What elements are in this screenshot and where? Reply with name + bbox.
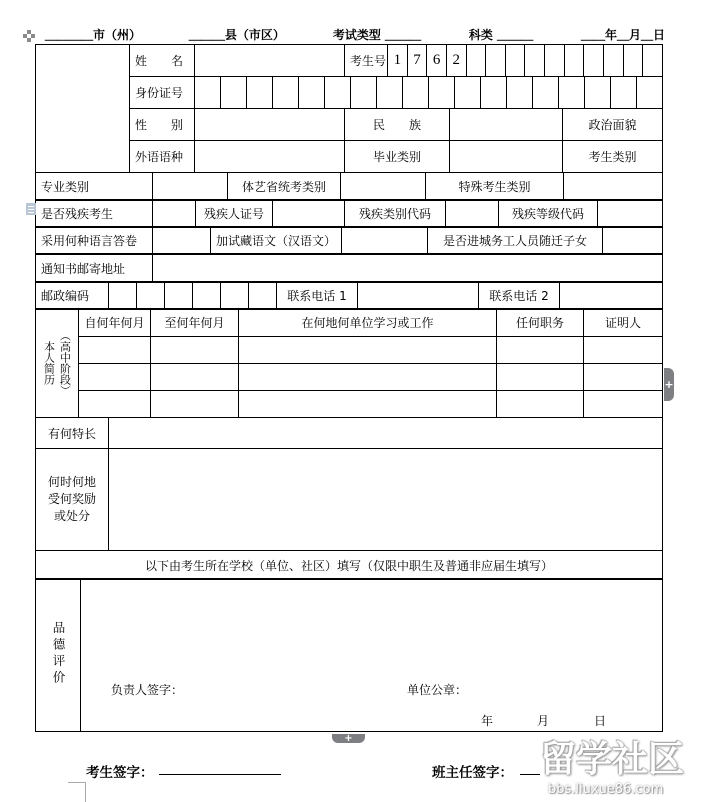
resume-header-place: 在何地何单位学习或工作 <box>239 309 497 337</box>
postcode-box[interactable] <box>165 282 193 310</box>
migrant-child-field[interactable] <box>603 227 663 255</box>
exam-no-box[interactable]: 6 <box>426 45 446 76</box>
student-sign-label: 考生签字： <box>86 765 154 781</box>
header-city: ＿＿＿＿市（州） <box>45 28 142 42</box>
ethnicity-field[interactable] <box>450 109 563 141</box>
id-number-box[interactable] <box>454 77 480 108</box>
ethnicity-label: 民 族 <box>345 109 450 141</box>
answer-language-field[interactable] <box>153 227 211 255</box>
name-field[interactable] <box>195 45 345 77</box>
exam-no-box[interactable] <box>583 45 603 76</box>
id-label: 身份证号 <box>130 77 195 109</box>
postcode-box[interactable] <box>109 282 137 310</box>
answer-language-label: 采用何种语言答卷 <box>36 227 153 255</box>
arts-exam-type-label: 体艺省统考类别 <box>228 173 341 201</box>
phone1-label: 联系电话 1 <box>277 282 358 310</box>
page-corner-mark <box>68 782 86 783</box>
resume-cell[interactable] <box>151 364 239 391</box>
language-row <box>35 226 663 255</box>
gender-field[interactable] <box>195 109 345 141</box>
page-corner-mark <box>85 782 86 802</box>
disability-row <box>35 199 663 228</box>
migrant-child-label: 是否进城务工人员随迁子女 <box>428 227 603 255</box>
resume-header-from: 自何年何月 <box>79 309 151 337</box>
id-number-box[interactable] <box>376 77 402 108</box>
id-number-box[interactable] <box>220 77 246 108</box>
student-sign-line[interactable] <box>159 774 281 775</box>
moral-label-cell <box>36 579 81 732</box>
unit-seal-label: 单位公章： <box>407 683 468 697</box>
id-number-box[interactable] <box>298 77 324 108</box>
awards-field[interactable] <box>109 449 663 551</box>
header-subject: 科类 ＿＿＿ <box>468 28 534 42</box>
resume-cell[interactable] <box>79 391 151 418</box>
major-type-field[interactable] <box>153 173 228 201</box>
resume-side-label-cell <box>36 309 79 418</box>
resume-cell[interactable] <box>584 364 663 391</box>
photo-cell[interactable] <box>36 45 130 173</box>
postcode-box[interactable] <box>221 282 249 310</box>
id-number-box[interactable] <box>532 77 558 108</box>
address-row <box>35 253 663 283</box>
name-label: 姓 名 <box>130 45 195 77</box>
table-row <box>36 364 663 391</box>
paragraph-marker-icon <box>26 203 36 215</box>
mail-address-label: 通知书邮寄地址 <box>36 254 153 283</box>
school-notice: 以下由考生所在学校（单位、社区）填写（仅限中职生及普通非应届生填写） <box>36 551 663 580</box>
disability-code-label: 残疾类别代码 <box>345 200 446 228</box>
arts-exam-type-field[interactable] <box>341 173 426 201</box>
phone2-label: 联系电话 2 <box>479 282 560 310</box>
postcode-box[interactable] <box>137 282 165 310</box>
id-number-box[interactable] <box>506 77 532 108</box>
special-type-label: 特殊考生类别 <box>426 173 564 201</box>
responsible-sign-label: 负责人签字： <box>111 683 184 697</box>
phone2-field[interactable] <box>560 282 663 310</box>
id-number-boxes <box>195 77 662 108</box>
id-number-box[interactable] <box>584 77 610 108</box>
gender-label: 性 别 <box>130 109 195 141</box>
candidate-type-label: 考生类别 <box>563 141 663 173</box>
header-date: ＿＿年＿月＿日 <box>580 28 665 42</box>
year-label: 年 <box>481 714 494 728</box>
exam-no-box[interactable] <box>505 45 525 76</box>
teacher-sign-line[interactable] <box>520 774 540 775</box>
resume-side-label: 本人简历 <box>42 341 56 385</box>
resume-cell[interactable] <box>151 337 239 364</box>
resume-cell[interactable] <box>584 337 663 364</box>
exam-no-box[interactable]: 1 <box>393 52 402 68</box>
moral-table <box>35 578 663 732</box>
exam-no-box[interactable]: 2 <box>446 45 466 76</box>
exam-no-box[interactable] <box>485 45 505 76</box>
header-county: ＿＿＿县（市区） <box>188 28 285 42</box>
disability-level-field[interactable] <box>598 200 663 228</box>
moral-label: 品德评价 <box>51 620 66 687</box>
resume-cell[interactable] <box>239 337 497 364</box>
disability-cert-label: 残疾人证号 <box>196 200 273 228</box>
postcode-box[interactable] <box>193 282 221 310</box>
resume-cell[interactable] <box>151 391 239 418</box>
specialty-label: 有何特长 <box>36 418 109 449</box>
exam-no-boxes <box>388 45 662 76</box>
id-number-box[interactable] <box>558 77 584 108</box>
disability-code-field[interactable] <box>446 200 499 228</box>
resume-cell[interactable] <box>79 364 151 391</box>
watermark <box>540 740 700 800</box>
id-number-box[interactable] <box>636 77 662 108</box>
watermark-url: bbs.liuxue86.com <box>548 782 664 797</box>
major-type-label: 专业类别 <box>36 173 153 201</box>
exam-no-box[interactable]: 7 <box>407 45 427 76</box>
resume-header-to: 至何年何月 <box>151 309 239 337</box>
id-number-box[interactable] <box>402 77 428 108</box>
exam-no-box[interactable] <box>623 45 643 76</box>
grad-type-field[interactable] <box>450 141 563 173</box>
id-number-box[interactable] <box>350 77 376 108</box>
id-number-box[interactable] <box>610 77 636 108</box>
id-number-box[interactable] <box>195 77 220 108</box>
header-exam-type: 考试类型 ＿＿＿ <box>332 28 421 42</box>
table-move-handle-icon[interactable] <box>23 30 36 43</box>
table-row <box>36 337 663 364</box>
resume-cell[interactable] <box>239 364 497 391</box>
language-field[interactable] <box>195 141 345 173</box>
exam-no-box[interactable] <box>466 45 486 76</box>
resume-table <box>35 308 663 418</box>
mail-address-field[interactable] <box>153 254 663 283</box>
tibetan-field[interactable] <box>342 227 428 255</box>
moral-field[interactable] <box>81 579 663 732</box>
resume-cell[interactable] <box>79 337 151 364</box>
exam-no-box[interactable] <box>544 45 564 76</box>
add-row-button[interactable]: + <box>332 734 365 743</box>
id-number-box[interactable] <box>324 77 350 108</box>
resume-cell[interactable] <box>239 391 497 418</box>
id-number-box[interactable] <box>246 77 272 108</box>
specialty-field[interactable] <box>109 418 663 449</box>
resume-header-witness: 证明人 <box>584 309 663 337</box>
language-label: 外语语种 <box>130 141 195 173</box>
phone1-field[interactable] <box>358 282 479 310</box>
month-label: 月 <box>537 714 550 728</box>
identity-table <box>35 44 663 173</box>
awards-label: 何时何地受何奖励或处分 <box>36 449 109 551</box>
special-type-field[interactable] <box>564 173 663 201</box>
disabled-label: 是否残疾考生 <box>36 200 153 228</box>
resume-cell[interactable] <box>497 364 584 391</box>
disability-level-label: 残疾等级代码 <box>499 200 598 228</box>
postcode-row <box>35 281 663 310</box>
id-number-box[interactable] <box>428 77 454 108</box>
postcode-label: 邮政编码 <box>36 282 109 310</box>
resume-cell[interactable] <box>497 337 584 364</box>
exam-no-box[interactable] <box>603 45 623 76</box>
resume-cell[interactable] <box>584 391 663 418</box>
teacher-sign-label: 班主任签字： <box>432 765 513 781</box>
exam-no-box[interactable] <box>524 45 544 76</box>
disability-cert-field[interactable] <box>273 200 345 228</box>
id-number-box[interactable] <box>272 77 298 108</box>
resume-cell[interactable] <box>497 391 584 418</box>
id-number-box[interactable] <box>480 77 506 108</box>
watermark-logo: 留学社区 <box>540 739 685 780</box>
exam-no-label: 考生号 <box>345 45 388 77</box>
add-column-button[interactable]: + <box>664 368 674 401</box>
tibetan-label: 加试藏语文（汉语文） <box>211 227 342 255</box>
exam-no-box[interactable] <box>564 45 584 76</box>
header-row <box>45 26 665 43</box>
major-row <box>35 172 663 201</box>
exam-no-box[interactable] <box>642 45 662 76</box>
table-row <box>36 391 663 418</box>
day-label: 日 <box>594 714 607 728</box>
political-label: 政治面貌 <box>563 109 663 141</box>
resume-side-sub: （高中阶段） <box>58 330 72 396</box>
postcode-box[interactable] <box>249 282 277 310</box>
disabled-field[interactable] <box>153 200 196 228</box>
resume-header-position: 任何职务 <box>497 309 584 337</box>
grad-type-label: 毕业类别 <box>345 141 450 173</box>
specialty-awards-table <box>35 417 663 580</box>
